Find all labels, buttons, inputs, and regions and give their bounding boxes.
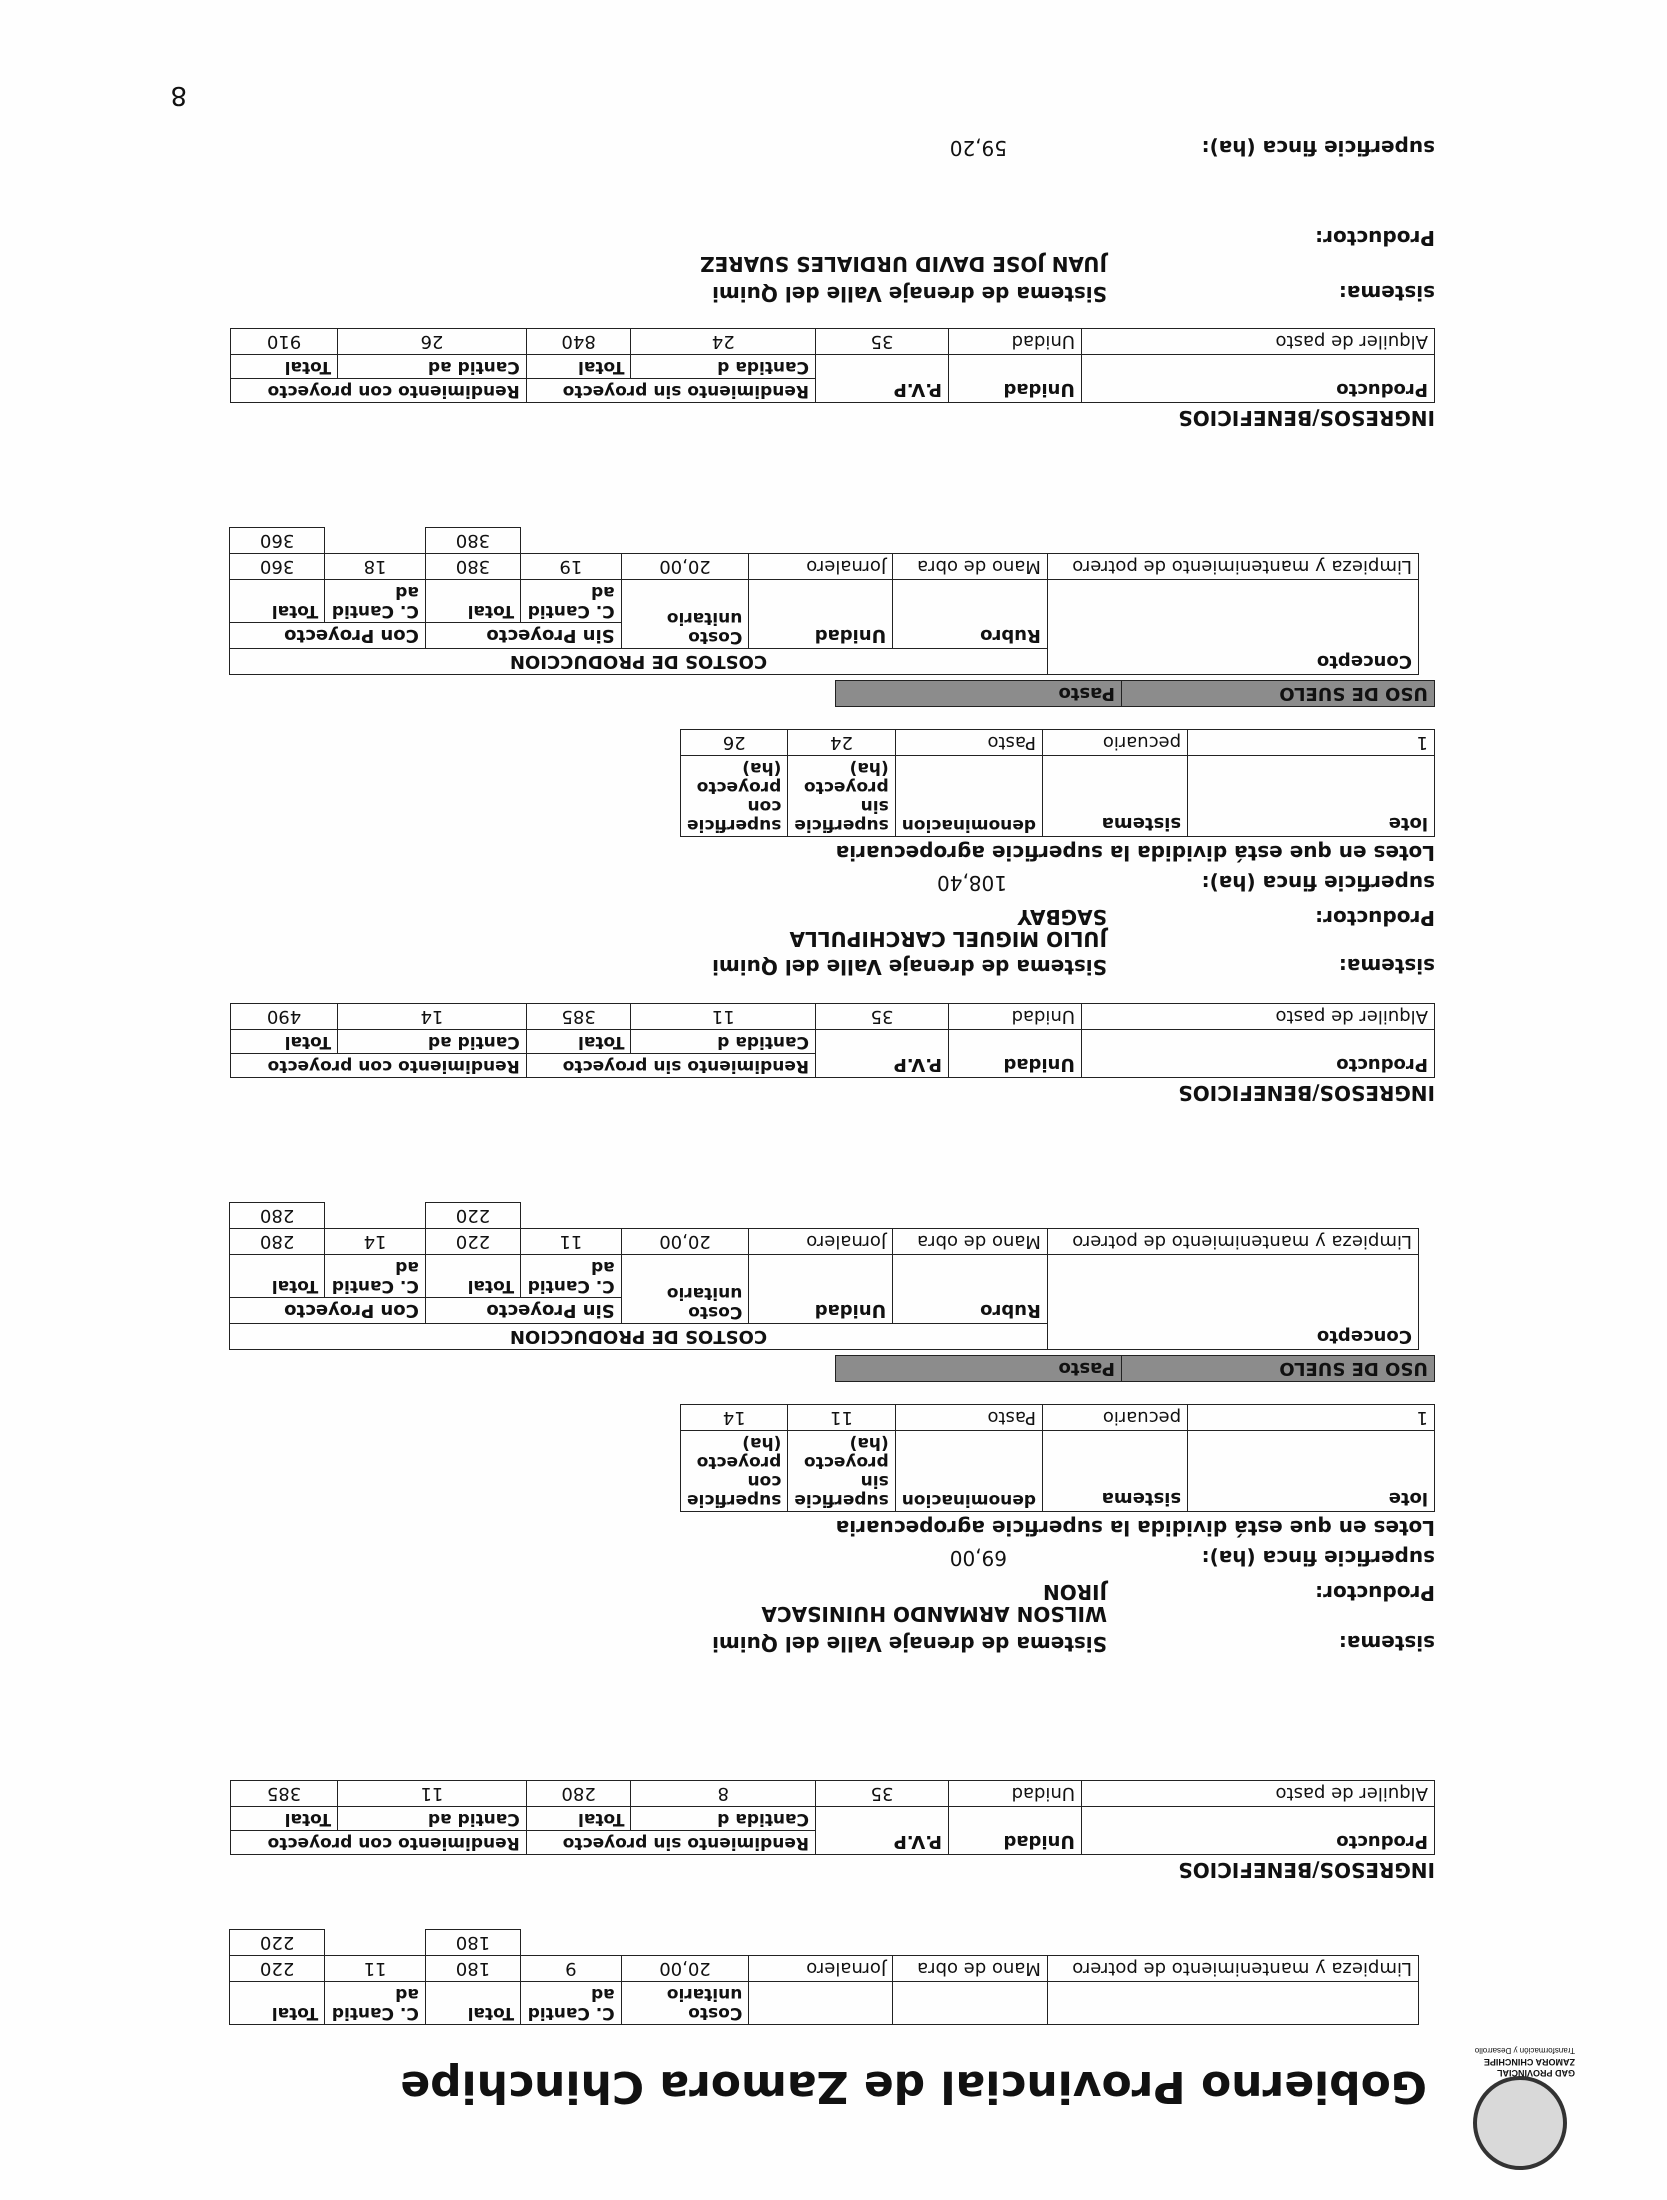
- productor-label: Productor:: [1315, 1581, 1435, 1605]
- header-total-sin: Total: [526, 355, 631, 379]
- sum-total-sin: 380: [425, 528, 520, 554]
- row-unidad: Unidad: [949, 329, 1082, 355]
- header-cant-sin: Cantida d: [631, 1030, 816, 1054]
- row-pvp: 35: [816, 329, 949, 355]
- superficie-value: 108,40: [937, 871, 1007, 895]
- sistema-label: sistema:: [1338, 954, 1435, 978]
- header-sup-con: superficie con proyecto (ha): [681, 1431, 788, 1512]
- sistema-label: sistema:: [1338, 1631, 1435, 1655]
- row-cant-sin: 24: [631, 329, 816, 355]
- header-sistema: sistema: [1043, 756, 1188, 837]
- row-unidad: Unidad: [949, 1781, 1082, 1807]
- header-total-sin: Total: [526, 1030, 631, 1054]
- lot-sistema: pecuario: [1043, 730, 1188, 756]
- table-row: [230, 1956, 1419, 1982]
- row-total-sin: 840: [526, 329, 631, 355]
- lot-denominacion: Pasto: [895, 1405, 1042, 1431]
- sum-total-sin: 180: [425, 1930, 520, 1956]
- header-total-con: Total: [230, 580, 325, 623]
- sum-total-con: 280: [230, 1203, 325, 1229]
- logo-line-1: GAD PROVINCIAL: [1496, 2068, 1575, 2078]
- row-cant-sin: 11: [521, 1229, 622, 1255]
- header-rubro: Rubro: [893, 580, 1048, 649]
- header-total-sin: Total: [425, 580, 520, 623]
- row-rubro: Mano de obra: [893, 1229, 1048, 1255]
- income-section-1: INGRESOS/BENEFICIOS: [1178, 1858, 1435, 1882]
- table-row: [230, 1229, 1419, 1255]
- uso-suelo-label: USO DE SUELO: [1122, 1356, 1435, 1382]
- sistema-label: sistema:: [1338, 281, 1435, 305]
- lotes-title: Lotes en que está dividida la superficie agropecuaria: [835, 841, 1435, 865]
- header-unidad: Unidad: [749, 580, 893, 649]
- lotes-table-2: [680, 1404, 1435, 1512]
- header-rend-sin: Rendimiento sin proyecto: [526, 1054, 815, 1078]
- header-sup-sin: superficie sin proyecto (ha): [788, 1431, 895, 1512]
- header-cant-con: Cantid ad: [338, 1807, 527, 1831]
- header-concepto: Concepto: [1047, 580, 1418, 675]
- header-lote: lote: [1188, 756, 1435, 837]
- logo-emblem-icon: [1473, 2076, 1567, 2170]
- header-total-con: Total: [231, 1030, 338, 1054]
- row-cant-con: 18: [325, 554, 426, 580]
- page-title: Gobierno Provincial de Zamora Chinchipe: [400, 2061, 1427, 2112]
- header-cant-sin: Cantida d: [631, 355, 816, 379]
- header-unidad: Unidad: [949, 1807, 1082, 1855]
- row-rubro: Mano de obra: [893, 554, 1048, 580]
- productor-value: WILSON ARMANDO HUINISACA JIRON: [761, 1580, 1107, 1626]
- table-row: [230, 554, 1419, 580]
- row-cant-con: 11: [325, 1956, 426, 1982]
- header-producto: Producto: [1082, 355, 1435, 403]
- header-costo: Costo unitario: [621, 580, 749, 649]
- row-total-sin: 380: [425, 554, 520, 580]
- header-pvp: P.V.P: [816, 1030, 949, 1078]
- lotes-table-3: [680, 729, 1435, 837]
- uso-suelo-table-2: [835, 1355, 1435, 1382]
- superficie-label: superficie finca (ha):: [1201, 136, 1435, 160]
- productor-label: Productor:: [1315, 906, 1435, 930]
- income-section-2: INGRESOS/BENEFICIOS: [1178, 1081, 1435, 1105]
- row-total-con: 385: [231, 1781, 338, 1807]
- row-pvp: 35: [816, 1004, 949, 1030]
- header-costo: Costo unitario: [621, 1982, 749, 2025]
- header-cant-con: C. Cantid ad: [325, 580, 426, 623]
- page-number: 8: [170, 80, 187, 110]
- row-producto: Alquiler de pasto: [1082, 1004, 1435, 1030]
- logo-line-3: Transformación y Desarrollo: [1474, 2046, 1575, 2055]
- header-denominacion: denominacion: [895, 1431, 1042, 1512]
- row-producto: Alquiler de pasto: [1082, 1781, 1435, 1807]
- header-unidad: Unidad: [749, 1255, 893, 1324]
- header-rend-sin: Rendimiento sin proyecto: [526, 1831, 815, 1855]
- superficie-label: superficie finca (ha):: [1201, 871, 1435, 895]
- header-total-con: Total: [230, 1982, 325, 2025]
- header-lote: lote: [1188, 1431, 1435, 1512]
- sistema-value: Sistema de drenaje Valle del Quimi: [712, 955, 1107, 979]
- row-total-sin: 220: [425, 1229, 520, 1255]
- sum-total-con: 360: [230, 528, 325, 554]
- row-cant-con: 14: [338, 1004, 527, 1030]
- uso-suelo-table-3: [835, 680, 1435, 707]
- header-unidad: Unidad: [949, 355, 1082, 403]
- table-row: [231, 1781, 1435, 1807]
- sum-total-con: 220: [230, 1930, 325, 1956]
- header-cant-sin: Cantida d: [631, 1807, 816, 1831]
- row-pvp: 35: [816, 1781, 949, 1807]
- header-rubro: Rubro: [893, 1255, 1048, 1324]
- row-cant-con: 11: [338, 1781, 527, 1807]
- header-rend-sin: Rendimiento sin proyecto: [526, 379, 815, 403]
- logo-line-2: ZAMORA CHINCHIPE: [1483, 2057, 1575, 2067]
- table-row: [681, 1405, 1435, 1431]
- header-cant-con: Cantid ad: [338, 1030, 527, 1054]
- header-total-con: Total: [231, 355, 338, 379]
- row-unidad: Unidad: [949, 1004, 1082, 1030]
- header-cant-sin: C. Cantid ad: [521, 1982, 622, 2025]
- row-unidad: Jornalero: [749, 1229, 893, 1255]
- header-rend-con: Rendimiento con proyecto: [231, 379, 527, 403]
- superficie-label: superficie finca (ha):: [1201, 1546, 1435, 1570]
- header-producto: Producto: [1082, 1807, 1435, 1855]
- row-unidad: Jornalero: [749, 1956, 893, 1982]
- header-sistema: sistema: [1043, 1431, 1188, 1512]
- uso-suelo-value: Pasto: [836, 681, 1122, 707]
- header-pvp: P.V.P: [816, 1807, 949, 1855]
- cost-table-2: [229, 1202, 1419, 1350]
- row-total-sin: 385: [526, 1004, 631, 1030]
- row-unidad: Jornalero: [749, 554, 893, 580]
- row-cant-con: 26: [338, 329, 527, 355]
- header-total-sin: Total: [425, 1982, 520, 2025]
- row-cant-sin: 9: [521, 1956, 622, 1982]
- income-table-1: [230, 1780, 1435, 1855]
- row-concept: Limpieza y mantenimiento de potrero: [1047, 554, 1418, 580]
- row-total-con: 490: [231, 1004, 338, 1030]
- uso-suelo-label: USO DE SUELO: [1122, 681, 1435, 707]
- lotes-title: Lotes en que está dividida la superficie agropecuaria: [835, 1516, 1435, 1540]
- header-producto: Producto: [1082, 1030, 1435, 1078]
- header-costo: Costo unitario: [621, 1255, 749, 1324]
- header-cant-con: C. Cantid ad: [325, 1982, 426, 2025]
- superficie-value: 59,20: [949, 136, 1007, 160]
- sistema-value: Sistema de drenaje Valle del Quimi: [712, 282, 1107, 306]
- row-concept: Limpieza y mantenimiento de potrero: [1047, 1229, 1418, 1255]
- row-costo: 20,00: [621, 1229, 749, 1255]
- lot-sup-con: 26: [681, 730, 788, 756]
- header-concepto: Concepto: [1047, 1255, 1418, 1350]
- table-row: [231, 329, 1435, 355]
- superficie-value: 69,00: [949, 1546, 1007, 1570]
- productor-value: JUAN JOSE DAVID URDIALES SUAREZ: [700, 252, 1107, 276]
- productor-value: JULIO MIGUEL CARCHIPULLA SAGBAY: [789, 905, 1107, 951]
- header-sup-sin: superficie sin proyecto (ha): [788, 756, 895, 837]
- row-total-con: 280: [230, 1229, 325, 1255]
- income-section-3: INGRESOS/BENEFICIOS: [1178, 406, 1435, 430]
- costos-title: COSTOS DE PRODUCCION: [230, 649, 1048, 675]
- income-table-2: [230, 1003, 1435, 1078]
- cost-table-3: [229, 527, 1419, 675]
- sum-total-sin: 220: [425, 1203, 520, 1229]
- lot-sistema: pecuario: [1043, 1405, 1188, 1431]
- row-total-con: 360: [230, 554, 325, 580]
- header-rend-con: Rendimiento con proyecto: [231, 1831, 527, 1855]
- header-total-sin: Total: [425, 1255, 520, 1298]
- header-pvp: P.V.P: [816, 355, 949, 403]
- row-rubro: Mano de obra: [893, 1956, 1048, 1982]
- header-total-sin: Total: [526, 1807, 631, 1831]
- header-cant-sin: C. Cantid ad: [521, 1255, 622, 1298]
- row-cant-sin: 8: [631, 1781, 816, 1807]
- row-costo: 20,00: [621, 554, 749, 580]
- header-total-con: Total: [230, 1255, 325, 1298]
- row-total-sin: 180: [425, 1956, 520, 1982]
- row-total-con: 910: [231, 329, 338, 355]
- row-concept: Limpieza y mantenimiento de potrero: [1047, 1956, 1418, 1982]
- header-cant-con: C. Cantid ad: [325, 1255, 426, 1298]
- lot-number: 1: [1188, 1405, 1435, 1431]
- header-con-proyecto: Con Proyecto: [230, 1298, 426, 1324]
- header-cant-con: Cantid ad: [338, 355, 527, 379]
- gad-logo: [1447, 2030, 1597, 2140]
- header-con-proyecto: Con Proyecto: [230, 623, 426, 649]
- page-header: [37, 2030, 1597, 2140]
- header-denominacion: denominacion: [895, 756, 1042, 837]
- lot-sup-sin: 11: [788, 1405, 895, 1431]
- header-sin-proyecto: Sin Proyecto: [425, 1298, 621, 1324]
- lot-denominacion: Pasto: [895, 730, 1042, 756]
- row-producto: Alquiler de pasto: [1082, 329, 1435, 355]
- row-total-sin: 280: [526, 1781, 631, 1807]
- productor-label: Productor:: [1315, 226, 1435, 250]
- sistema-value: Sistema de drenaje Valle del Quimi: [712, 1632, 1107, 1656]
- uso-suelo-value: Pasto: [836, 1356, 1122, 1382]
- table-row: [681, 730, 1435, 756]
- row-total-con: 220: [230, 1956, 325, 1982]
- header-rend-con: Rendimiento con proyecto: [231, 1054, 527, 1078]
- table-row: [231, 1004, 1435, 1030]
- lot-number: 1: [1188, 730, 1435, 756]
- header-cant-sin: C. Cantid ad: [521, 580, 622, 623]
- header-sup-con: superficie con proyecto (ha): [681, 756, 788, 837]
- row-costo: 20,00: [621, 1956, 749, 1982]
- income-table-3: [230, 328, 1435, 403]
- header-total-con: Total: [231, 1807, 338, 1831]
- row-cant-sin: 19: [521, 554, 622, 580]
- lot-sup-sin: 24: [788, 730, 895, 756]
- header-unidad: Unidad: [949, 1030, 1082, 1078]
- costos-title: COSTOS DE PRODUCCION: [230, 1324, 1048, 1350]
- cost-table-top: [229, 1929, 1419, 2025]
- row-cant-sin: 11: [631, 1004, 816, 1030]
- lot-sup-con: 14: [681, 1405, 788, 1431]
- row-cant-con: 14: [325, 1229, 426, 1255]
- header-sin-proyecto: Sin Proyecto: [425, 623, 621, 649]
